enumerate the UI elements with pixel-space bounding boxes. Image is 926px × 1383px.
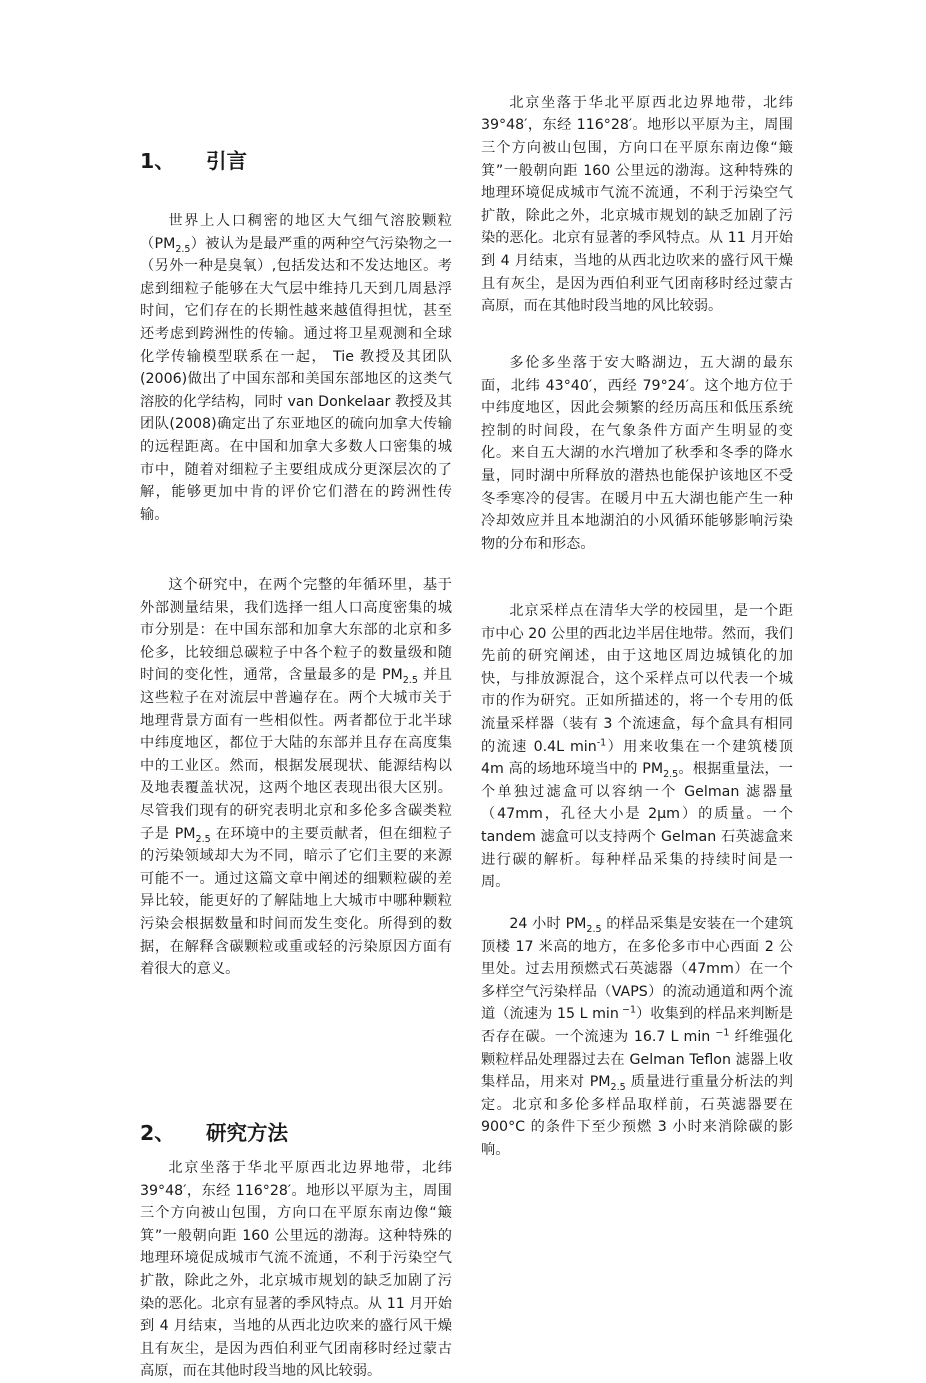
- methods-paragraph-4: 24 小时 $PM_{2.5}$ 的样品采集是安装在一个建筑顶楼 17 米高的地方，在多伦多市中心西面 2 公里处。过去用预燃式石英滤器（47mm）在一个多样空气污染样品（VAPS）的流动通道和两个流道（流速为 15 L min $^{-1}$）收集到的样品来判断是否存在碳。一个流速为 16.7 L min $^{-1}$ 纤维强化颗粒样品处理器过去在 Gelman Teflon 滤器上收集样品，用来对 $PM_{2.5}$ 质量进行重量分析法的判定。北京和多伦多样品取样前，石英滤器要在 900°C 的条件下至少预燃 3 小时来消除碳的影响。: [481, 916, 794, 1158]
- section-1-heading: [140, 148, 247, 174]
- methods-paragraph-1-continued: [481, 94, 793, 340]
- intro-paragraph-2: 这个研究中，在两个完整的年循环里，基于外部测量结果，我们选择一组人口高度密集的城市分别是：在中国东部和加拿大东部的北京和多伦多，比较细总碳粒子中各个粒子的数量级和随时间的变化性，通常，含量最多的是 $PM_{2.5}$ 并且这些粒子在对流层中普遍存在。两个大城市关于地理背景方面有一些相似性。两者都位于北半球中纬度地区，都位于大陆的东部并且存在高度集中的工业区。然而，根据发展现状、能源结构以及地表覆盖状况，这两个地区表现出很大区别。尽管我们现有的研究表明北京和多伦多含碳类粒子是 $PM_{2.5}$ 在环境中的主要贡献者，但在细粒子的污染领域却大为不同，暗示了它们主要的来源可能不一。通过这篇文章中阐述的细颗粒碳的差异比较，能更好的了解陆地上大城市中哪种颗粒污染会根据数量和时间而发生变化。所得到的数据，在解释含碳颗粒或重或轻的污染原因方面有着很大的意义。: [140, 577, 452, 978]
- methods-paragraph-1-start: 北京坐落于华北平原西北边界地带，北纬 39°48′，东经 116°28′。地形以平原为主，周围三个方向被山包围，方向口在平原东南边像“簸箕”一般朝向距 160 公里远的渤海。这种特殊的地理环境促成城市气流不流通，不利于污染空气扩散，除此之外，北京城市规划的缺乏加剧了污染的恶化。北京有显著的季风特点。从 11 月开始到 4 月结束，当地的从西北边吹来的盛行风干燥且有灰尘，是因为西伯利亚气团南移时经过蒙古高原，而在其他时段当地的风比较弱。: [140, 1160, 452, 1380]
- section-2-title: 研究方法: [206, 1121, 288, 1145]
- methods-paragraph-2: 多伦多坐落于安大略湖边，五大湖的最东面，北纬 43°40′，西经 79°24′。这个地方位于中纬度地区，因此会频繁的经历高压和低压系统控制的时间段，在气象条件方面产生明显的变化。来自五大湖的水汽增加了秋季和冬季的降水量，同时湖中所释放的潜热也能保护该地区不受冬季寒冷的侵害。在暖月中五大湖也能产生一种冷却效应并且本地湖泊的小风循环能够影响污染物的分布和形态。: [481, 355, 793, 552]
- methods-paragraph-1-rest: 北京坐落于华北平原西北边界地带，北纬 39°48′，东经 116°28′。地形以平原为主，周围三个方向被山包围，方向口在平原东南边像“簸箕”一般朝向距 160 公里远的渤海。这种特殊的地理环境促成城市气流不流通，不利于污染空气扩散，除此之外，北京城市规划的缺乏加剧了污染的恶化。北京有显著的季风特点。从 11 月开始到 4 月结束，当地的从西北边吹来的盛行风干燥且有灰尘，是因为西伯利亚气团南移时经过蒙古高原，而在其他时段当地的风比较弱。: [481, 94, 793, 315]
- section-2-heading: [140, 1120, 288, 1146]
- section-1-number: 1、: [140, 149, 175, 173]
- methods-paragraph-1: [140, 1157, 452, 1380]
- section-2-number: 2、: [140, 1121, 175, 1145]
- intro-paragraph-1: 世界上人口稠密的地区大气细气溶胶颗粒$(PM_{2.5})$被认为是最严重的两种空气污染物之一（另外一种是臭氧）,包括发达和不发达地区。考虑到细粒子能够在大气层中维持几天到几周悬浮时间，它们存在的长期性越来越值得担忧，甚至还考虑到跨洲性的传输。通过将卫星观测和全球化学传输模型联系在一起， Tie 教授及其团队(2006)做出了中国东部和美国东部地区的这类气溶胶的化学结构，同时 van Donkelaar 教授及其团队(2008)确定出了东亚地区的硫向加拿大传输的远程距离。在中国和加拿大多数人口密集的城市中，随着对细粒子主要组成成分更深层次的了解，能够更加中肯的评价它们潜在的跨洲性传输。: [140, 213, 452, 523]
- methods-paragraph-3: 北京采样点在清华大学的校园里，是一个距市中心 20 公里的西北边半居住地带。然而，我们先前的研究阐述，由于这地区周边城镇化的加快，与排放源混合，这个采样点可以代表一个城市的作为研究。正如所描述的，将一个专用的低流量采样器（装有 3 个流速盒，每个盒具有相同的流速 0.4L $\min^{-1}$）用来收集在一个建筑楼顶 4m 高的场地环境当中的 $PM_{2.5}$。根据重量法，一个单独过滤盒可以容纳一个 Gelman 滤器量（47mm，孔径大小是 2μm）的质量。一个 tandem 滤盒可以支持两个 Gelman 石英滤盒来进行碳的解析。每种样品采集的持续时间是一周。: [481, 603, 793, 891]
- section-1-title: 引言: [206, 149, 247, 173]
